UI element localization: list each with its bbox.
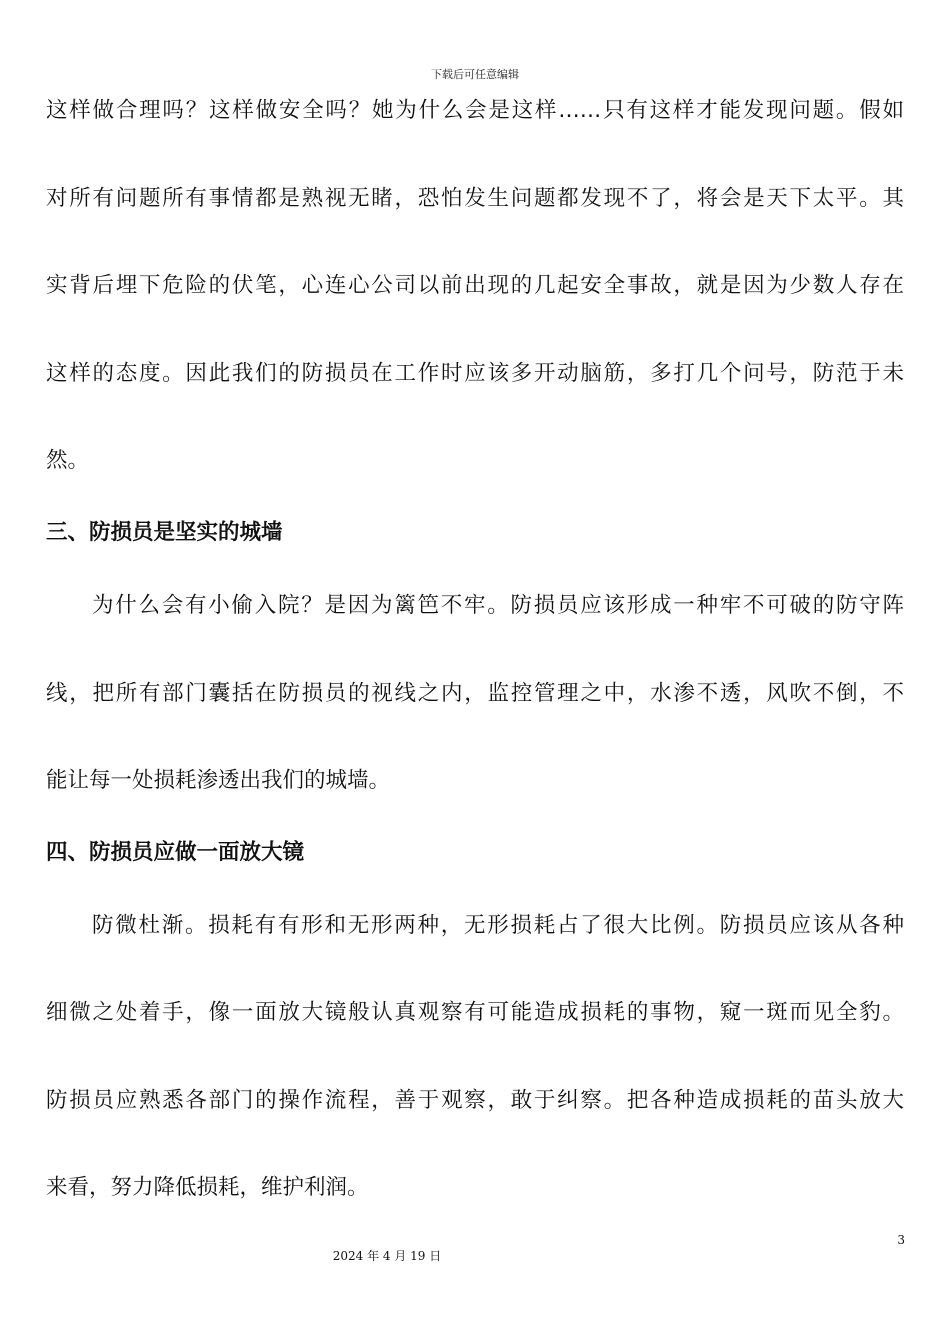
para3-line-1: 防微杜渐。损耗有有形和无形两种，无形损耗占了很大比例。防损员应该从各种 [92, 913, 904, 938]
section-heading-3: 三、防损员是坚实的城墙 [46, 520, 283, 545]
para3-line-4: 来看，努力降低损耗，维护利润。 [46, 1175, 369, 1200]
page-number: 3 [897, 1233, 905, 1247]
para2-line-1: 为什么会有小偷入院？是因为篱笆不牢。防损员应该形成一种牢不可破的防守阵 [92, 593, 904, 618]
para1-line-5: 然。 [46, 448, 90, 473]
footer-date: 2024 年 4 月 19 日 [332, 1249, 442, 1263]
section-heading-4: 四、防损员应做一面放大镜 [46, 840, 305, 865]
para3-line-3: 防损员应熟悉各部门的操作流程，善于观察，敢于纠察。把各种造成损耗的苗头放大 [46, 1088, 904, 1113]
para2-line-3: 能让每一处损耗渗透出我们的城墙。 [46, 768, 391, 793]
para1-line-3: 实背后埋下危险的伏笔，心连心公司以前出现的几起安全事故，就是因为少数人存在 [46, 273, 904, 298]
para1-line-1: 这样做合理吗？这样做安全吗？她为什么会是这样……只有这样才能发现问题。假如 [46, 98, 904, 123]
header-note: 下载后可任意编辑 [431, 68, 519, 81]
para3-line-2: 细微之处着手，像一面放大镜般认真观察有可能造成损耗的事物，窥一斑而见全豹。 [46, 1000, 904, 1025]
para1-line-2: 对所有问题所有事情都是熟视无睹，恐怕发生问题都发现不了，将会是天下太平。其 [46, 186, 904, 211]
para2-line-2: 线，把所有部门囊括在防损员的视线之内，监控管理之中，水渗不透，风吹不倒，不 [46, 681, 904, 706]
para1-line-4: 这样的态度。因此我们的防损员在工作时应该多开动脑筋，多打几个问号，防范于未 [46, 361, 904, 386]
